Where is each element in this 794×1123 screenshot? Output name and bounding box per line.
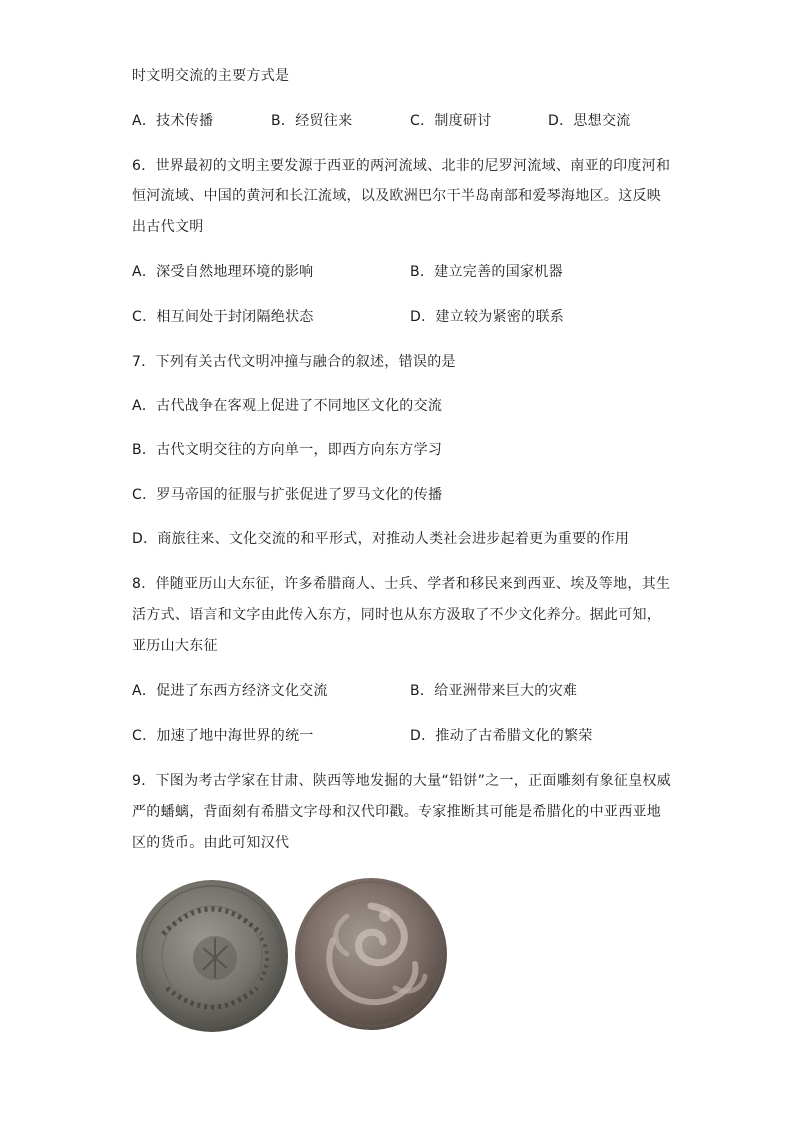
- q6-stem-line-1: 6．世界最初的文明主要发源于西亚的两河流域、北非的尼罗河流域、南亚的印度河和: [132, 158, 671, 174]
- q7-option-b: B．古代文明交往的方向单一，即西方向东方学习: [132, 442, 443, 458]
- coin-reverse: [295, 878, 447, 1030]
- q6-stem-line-2: 恒河流域、中国的黄河和长江流域，以及欧洲巴尔干半岛南部和爱琴海地区。这反映: [132, 188, 662, 204]
- lead-cake-coins-image: [133, 876, 453, 1036]
- q7-stem: 7．下列有关古代文明冲撞与融合的叙述，错误的是: [132, 354, 456, 370]
- q8-option-d: D．推动了古希腊文化的繁荣: [410, 728, 593, 744]
- q6-option-a: A．深受自然地理环境的影响: [132, 264, 314, 280]
- q5-option-c: C．制度研讨: [410, 113, 492, 129]
- q9-stem-line-3: 区的货币。由此可知汉代: [132, 835, 290, 851]
- q8-stem-line-1: 8．伴随亚历山大东征，许多希腊商人、士兵、学者和移民来到西亚、埃及等地，其生: [132, 576, 671, 592]
- q8-option-b: B．给亚洲带来巨大的灾难: [410, 683, 578, 699]
- q5-option-b: B．经贸往来: [271, 113, 353, 129]
- q5-option-d: D．思想交流: [548, 113, 631, 129]
- q5-stem-tail: 时文明交流的主要方式是: [132, 68, 290, 84]
- q9-stem-line-1: 9．下图为考古学家在甘肃、陕西等地发掘的大量“铅饼”之一，正面雕刻有象征皇权威: [132, 773, 672, 789]
- q8-stem-line-2: 活方式、语言和文字由此传入东方，同时也从东方汲取了不少文化养分。据此可知，: [132, 607, 662, 623]
- q8-option-c: C．加速了地中海世界的统一: [132, 728, 314, 744]
- q9-stem-line-2: 严的蟠螭，背面刻有希腊文字母和汉代印戳。专家推断其可能是希腊化的中亚西亚地: [132, 804, 662, 820]
- q7-option-d: D．商旅往来、文化交流的和平形式，对推动人类社会进步起着更为重要的作用: [132, 531, 630, 547]
- q6-option-b: B．建立完善的国家机器: [410, 264, 563, 280]
- q8-option-a: A．促进了东西方经济文化交流: [132, 683, 328, 699]
- q6-option-c: C．相互间处于封闭隔绝状态: [132, 309, 314, 325]
- q7-option-c: C．罗马帝国的征服与扩张促进了罗马文化的传播: [132, 487, 443, 503]
- q6-option-d: D．建立较为紧密的联系: [410, 309, 565, 325]
- q7-option-a: A．古代战争在客观上促进了不同地区文化的交流: [132, 398, 443, 414]
- q6-stem-line-3: 出古代文明: [132, 219, 204, 235]
- q5-option-a: A．技术传播: [132, 113, 214, 129]
- coin-obverse: [136, 880, 288, 1032]
- q8-stem-line-3: 亚历山大东征: [132, 638, 218, 654]
